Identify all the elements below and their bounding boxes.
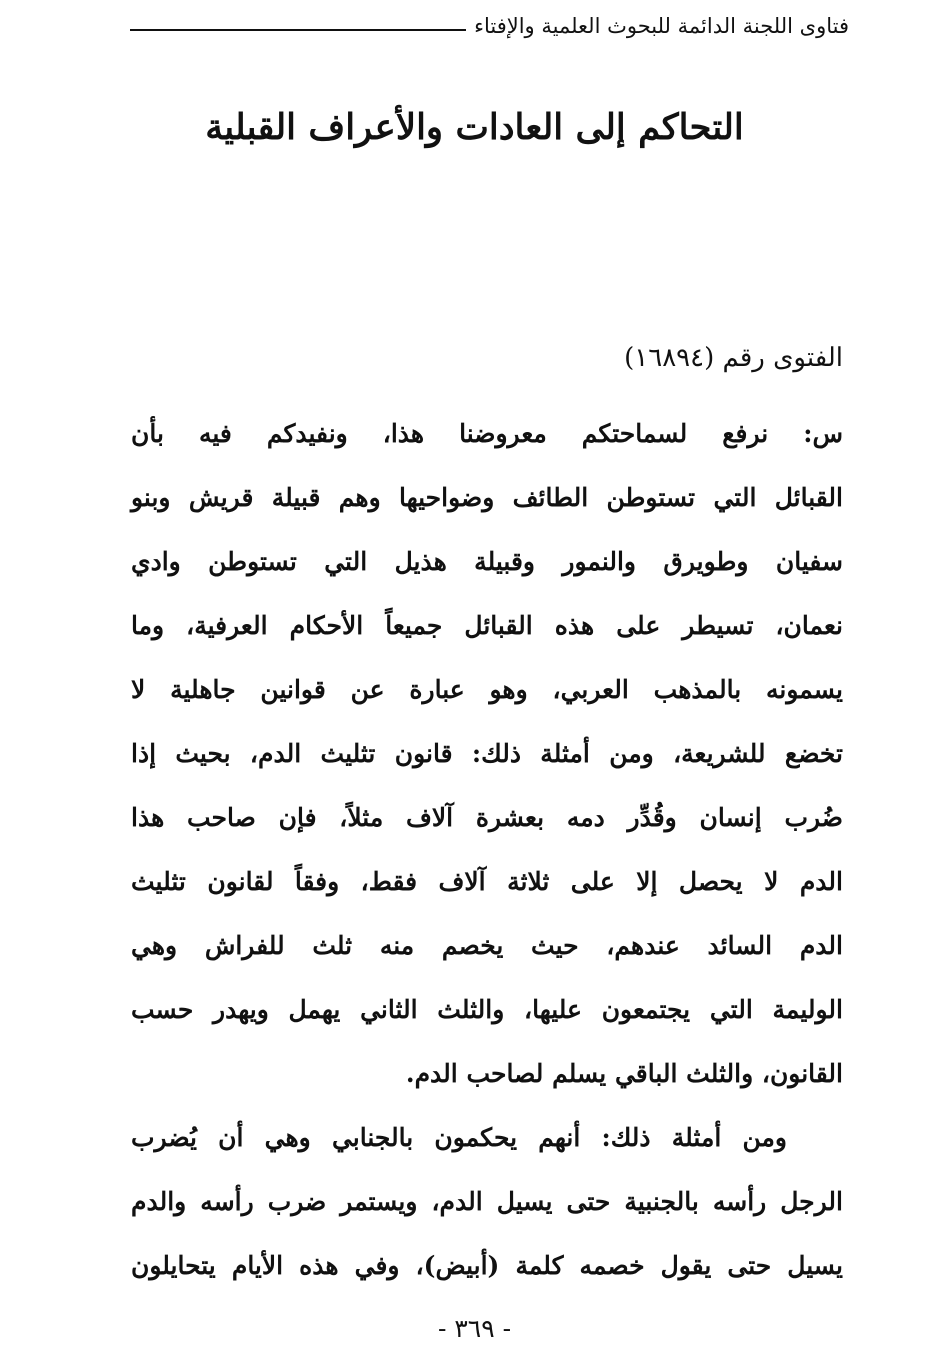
text-line: الوليمة التي يجتمعون عليها، والثلث الثاني يهمل ويهدر حسب bbox=[131, 995, 843, 1024]
text-line: نعمان، تسيطر على هذه القبائل جميعاً الأحكام العرفية، وما bbox=[131, 611, 843, 640]
text-line: الدم لا يحصل إلا على ثلاثة آلاف فقط، وفقاً لقانون تثليث bbox=[131, 867, 843, 896]
text-line: يسمونه بالمذهب العربي، وهو عبارة عن قوانين جاهلية لا bbox=[131, 675, 843, 704]
text-line: ضُرب إنسان وقُدِّر دمه بعشرة آلاف مثلاً، فإن صاحب هذا bbox=[131, 803, 843, 832]
text-line: ومن أمثلة ذلك: أنهم يحكمون بالجنابي وهي أن يُضرب bbox=[131, 1123, 787, 1152]
text-line: القانون، والثلث الباقي يسلم لصاحب الدم. bbox=[405, 1059, 843, 1088]
header-rule bbox=[130, 29, 466, 31]
text-line: يسيل حتى يقول خصمه كلمة (أبيض)، وفي هذه الأيام يتحايلون bbox=[131, 1251, 844, 1280]
fatwa-title: التحاكم إلى العادات والأعراف القبلية bbox=[205, 107, 744, 148]
text-line: الرجل رأسه بالجنبية حتى يسيل الدم، ويستمر ضرب رأسه والدم bbox=[131, 1187, 843, 1216]
question-paragraph bbox=[131, 402, 843, 1106]
text-line: سفيان وطويرق والنمور وقبيلة هذيل التي تستوطن وادي bbox=[131, 547, 843, 576]
text-line: الدم السائد عندهم، حيث يخصم منه ثلث للفراش وهي bbox=[131, 931, 843, 960]
page-number: - ٣٦٩ - bbox=[437, 1314, 512, 1343]
text-line: س: نرفع لسماحتكم معروضنا هذا، ونفيدكم فيه بأن bbox=[131, 419, 843, 448]
running-header-title: فتاوى اللجنة الدائمة للبحوث العلمية والإفتاء bbox=[474, 14, 849, 38]
fatwa-number: الفتوى رقم (١٦٨٩٤) bbox=[624, 343, 843, 373]
running-header bbox=[130, 14, 849, 38]
fatwa-body bbox=[131, 402, 843, 1298]
text-line: تخضع للشريعة، ومن أمثلة ذلك: قانون تثليث الدم، بحيث إذا bbox=[131, 739, 843, 768]
example-paragraph bbox=[131, 1106, 843, 1298]
text-line: القبائل التي تستوطن الطائف وضواحيها وهم قبيلة قريش وبنو bbox=[131, 483, 843, 512]
